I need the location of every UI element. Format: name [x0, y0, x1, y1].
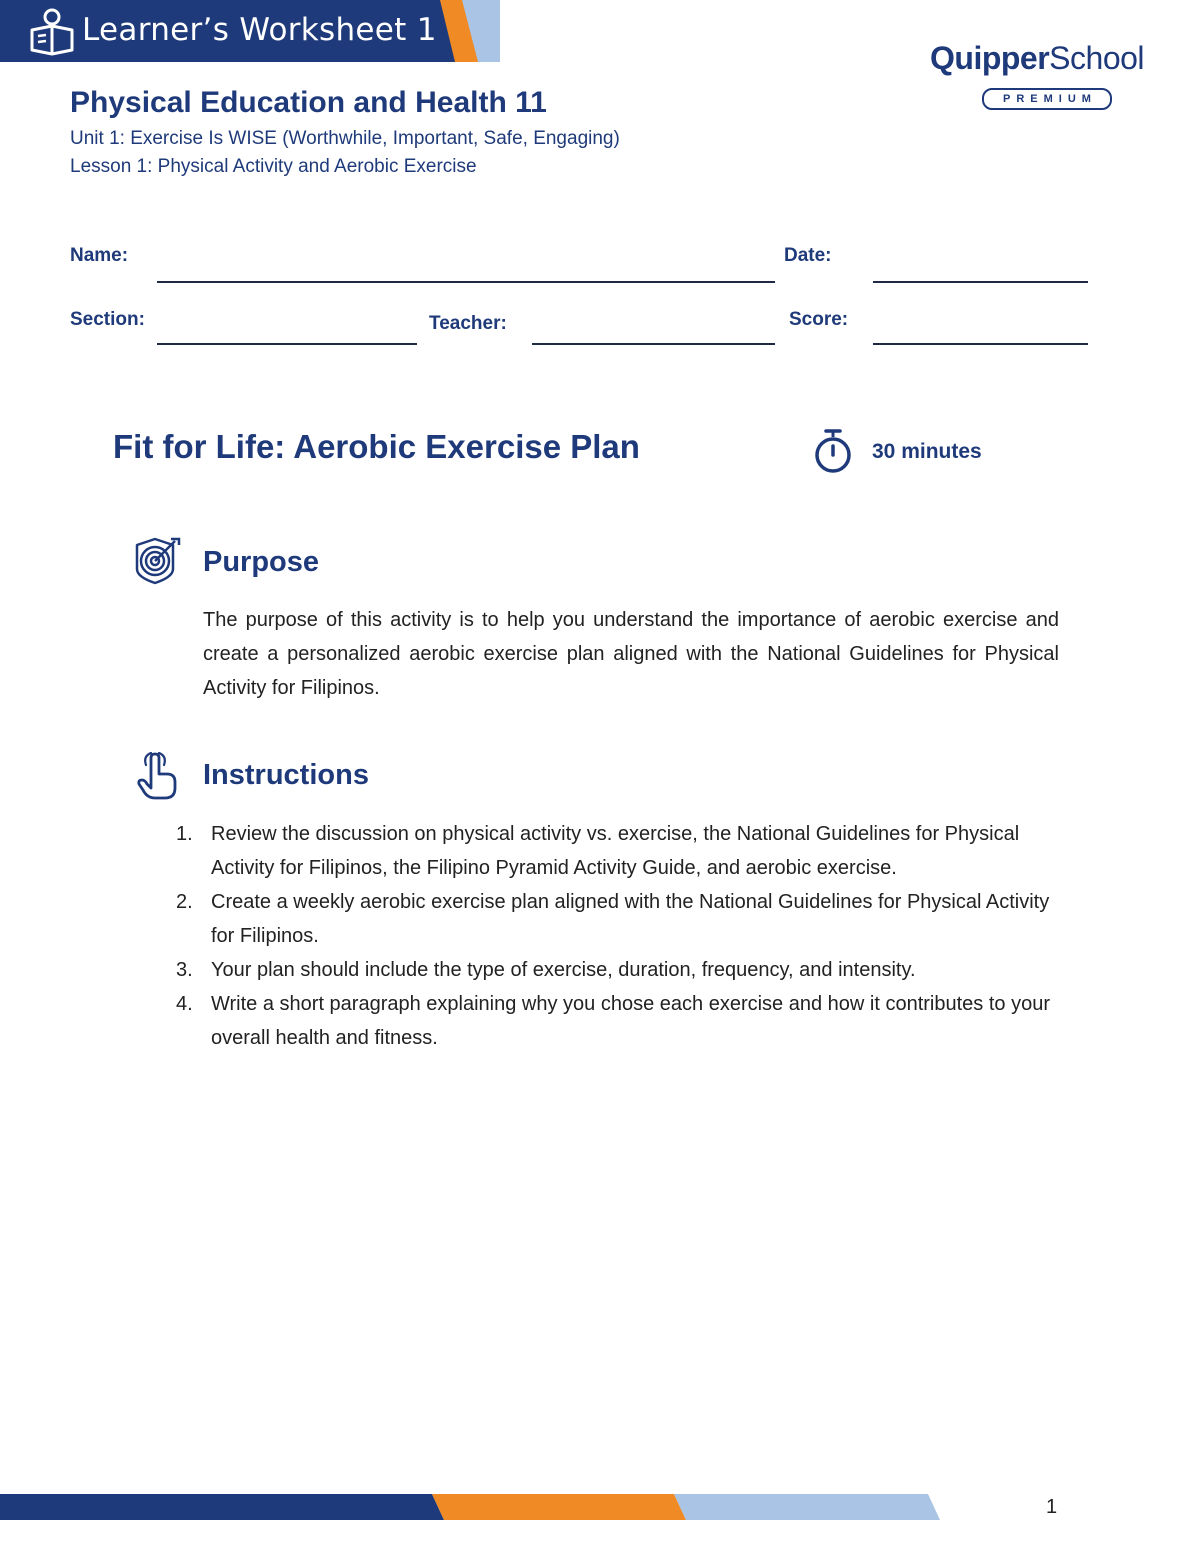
date-label: Date: [784, 245, 832, 266]
duration-label: 30 minutes [872, 440, 982, 463]
purpose-heading: Purpose [203, 546, 320, 578]
quipper-school-logo [930, 40, 1160, 105]
list-item: 1. Review the discussion on physical activity vs. exercise, the National Guidelines for Physical Activity for Filipinos, the Filipino Pyramid Activity Guide, and aerobic exercise. [176, 823, 1020, 879]
lesson-title: Lesson 1: Physical Activity and Aerobic Exercise [70, 156, 477, 177]
page-number: 1 [1046, 1496, 1058, 1518]
list-item: 2. Create a weekly aerobic exercise plan aligned with the National Guidelines for Physical Activity for Filipinos. [176, 891, 1050, 947]
premium-badge: PREMIUM [982, 88, 1112, 110]
brand-name: QuipperSchool [930, 40, 1145, 76]
teacher-label: Teacher: [429, 313, 507, 334]
score-field[interactable] [873, 343, 1088, 345]
name-field[interactable] [157, 281, 775, 283]
instructions-heading: Instructions [203, 759, 369, 791]
footer-stripe [0, 1494, 940, 1520]
worksheet-title: Learner’s Worksheet 1 [82, 12, 437, 48]
score-label: Score: [789, 309, 849, 330]
name-label: Name: [70, 245, 129, 266]
teacher-field[interactable] [532, 343, 775, 345]
unit-title: Unit 1: Exercise Is WISE (Worthwhile, Important, Safe, Engaging) [70, 128, 620, 149]
hand-pointer-icon [133, 752, 183, 802]
list-item: 4. Write a short paragraph explaining why you chose each exercise and how it contributes to your overall health and fitness. [176, 993, 1050, 1049]
purpose-paragraph: The purpose of this activity is to help you understand the importance of aerobic exercise and create a personalized aerobic exercise plan aligned with the National Guidelines for Physical Activity for Filipinos. [203, 609, 1059, 699]
activity-title: Fit for Life: Aerobic Exercise Plan [113, 428, 640, 465]
stopwatch-icon [812, 428, 854, 474]
section-label: Section: [70, 309, 145, 330]
list-item: 3. Your plan should include the type of exercise, duration, frequency, and intensity. [176, 959, 916, 981]
section-field[interactable] [157, 343, 417, 345]
date-field[interactable] [873, 281, 1088, 283]
target-icon [133, 535, 183, 585]
book-learner-icon [28, 6, 76, 56]
instructions-list [170, 817, 1050, 1055]
subject-title: Physical Education and Health 11 [70, 86, 547, 119]
